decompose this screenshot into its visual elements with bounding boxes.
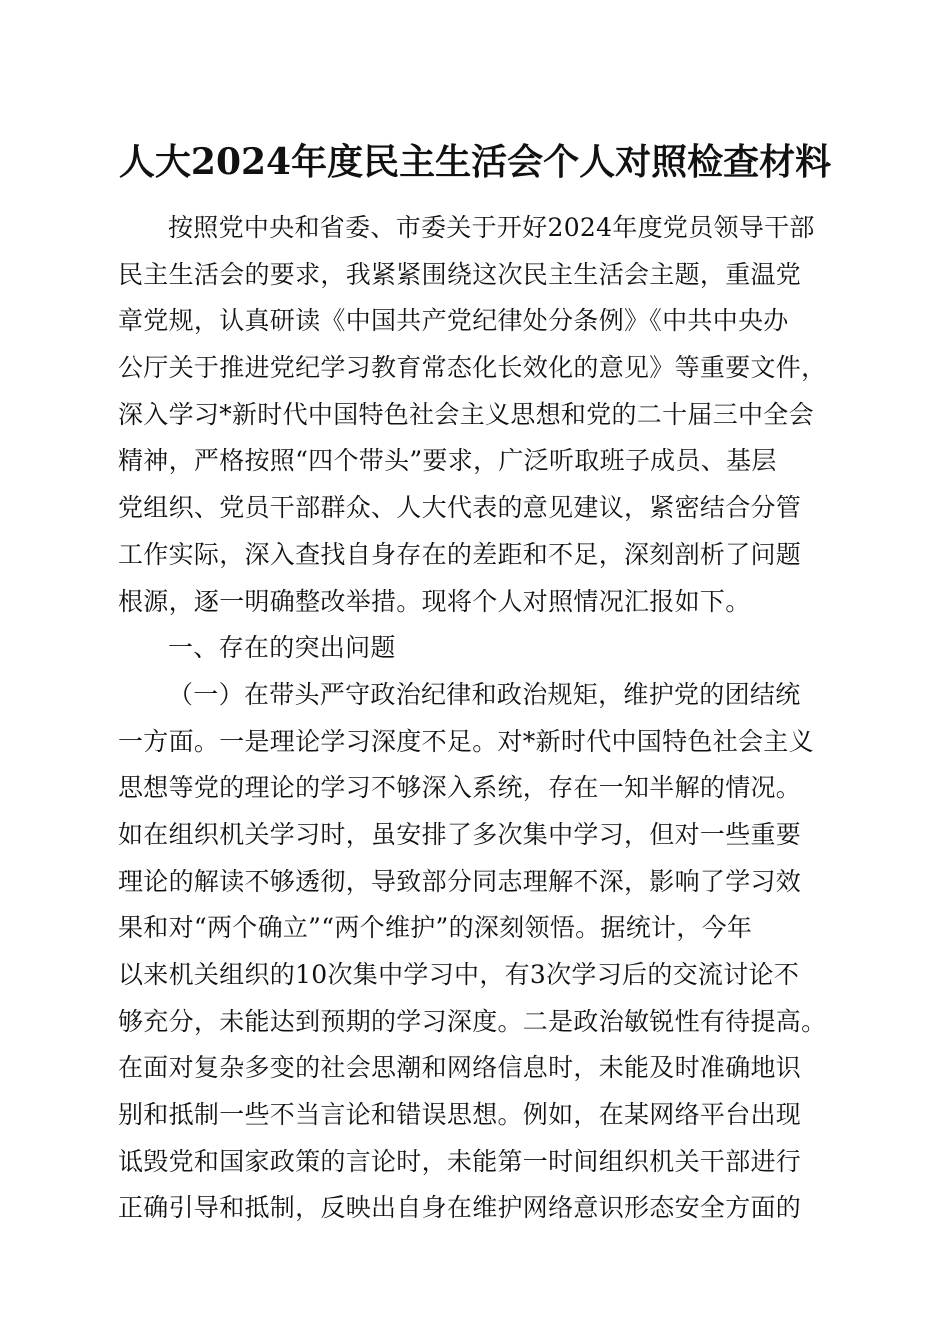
document-body	[118, 205, 830, 1232]
text-line: 一方面。一是理论学习深度不足。对*新时代中国特色社会主义	[118, 726, 814, 756]
text-line: 民主生活会的要求，我紧紧围绕这次民主生活会主题，重温党	[118, 259, 802, 289]
text-line: 公厅关于推进党纪学习教育常态化长效化的意见》等重要文件，	[118, 353, 827, 383]
text-line: 工作实际，深入查找自身存在的差距和不足，深刻剖析了问题	[118, 539, 802, 569]
text-line: 在面对复杂多变的社会思潮和网络信息时，未能及时准确地识	[118, 1053, 802, 1083]
text-line: 诋毁党和国家政策的言论时，未能第一时间组织机关干部进行	[118, 1146, 802, 1176]
text-line: 按照党中央和省委、市委关于开好2024年度党员领导干部	[168, 213, 815, 242]
text-line: 如在组织机关学习时，虽安排了多次集中学习，但对一些重要	[118, 819, 802, 849]
text-line: 别和抵制一些不当言论和错误思想。例如，在某网络平台出现	[118, 1100, 802, 1130]
text-line: 深入学习*新时代中国特色社会主义思想和党的二十届三中全会	[118, 399, 814, 429]
text-line: 理论的解读不够透彻，导致部分同志理解不深，影响了学习效	[118, 866, 802, 896]
text-line: 精神，严格按照“四个带头”要求，广泛听取班子成员、基层	[118, 446, 777, 476]
text-line: 党组织、党员干部群众、人大代表的意见建议，紧密结合分管	[118, 493, 802, 523]
paragraph-intro	[118, 205, 830, 625]
text-line: 章党规，认真研读《中国共产党纪律处分条例》《中共中央办	[118, 306, 789, 336]
document-title: 人大2024年度民主生活会个人对照检查材料	[118, 141, 832, 183]
paragraph-problems	[118, 672, 830, 1232]
text-line: 以来机关组织的10次集中学习中，有3次学习后的交流讨论不	[118, 960, 800, 989]
section-heading: 一、存在的突出问题	[168, 633, 396, 663]
text-line: 思想等党的理论的学习不够深入系统，存在一知半解的情况。	[118, 773, 802, 803]
text-line: （一）在带头严守政治纪律和政治规矩，维护党的团结统	[168, 679, 801, 709]
text-line: 根源，逐一明确整改举措。现将个人对照情况汇报如下。	[118, 586, 751, 616]
text-line: 果和对“两个确立”“两个维护”的深刻领悟。据统计，今年	[118, 913, 753, 943]
text-line: 够充分，未能达到预期的学习深度。二是政治敏锐性有待提高。	[118, 1006, 827, 1036]
text-line: 正确引导和抵制，反映出自身在维护网络意识形态安全方面的	[118, 1193, 802, 1223]
